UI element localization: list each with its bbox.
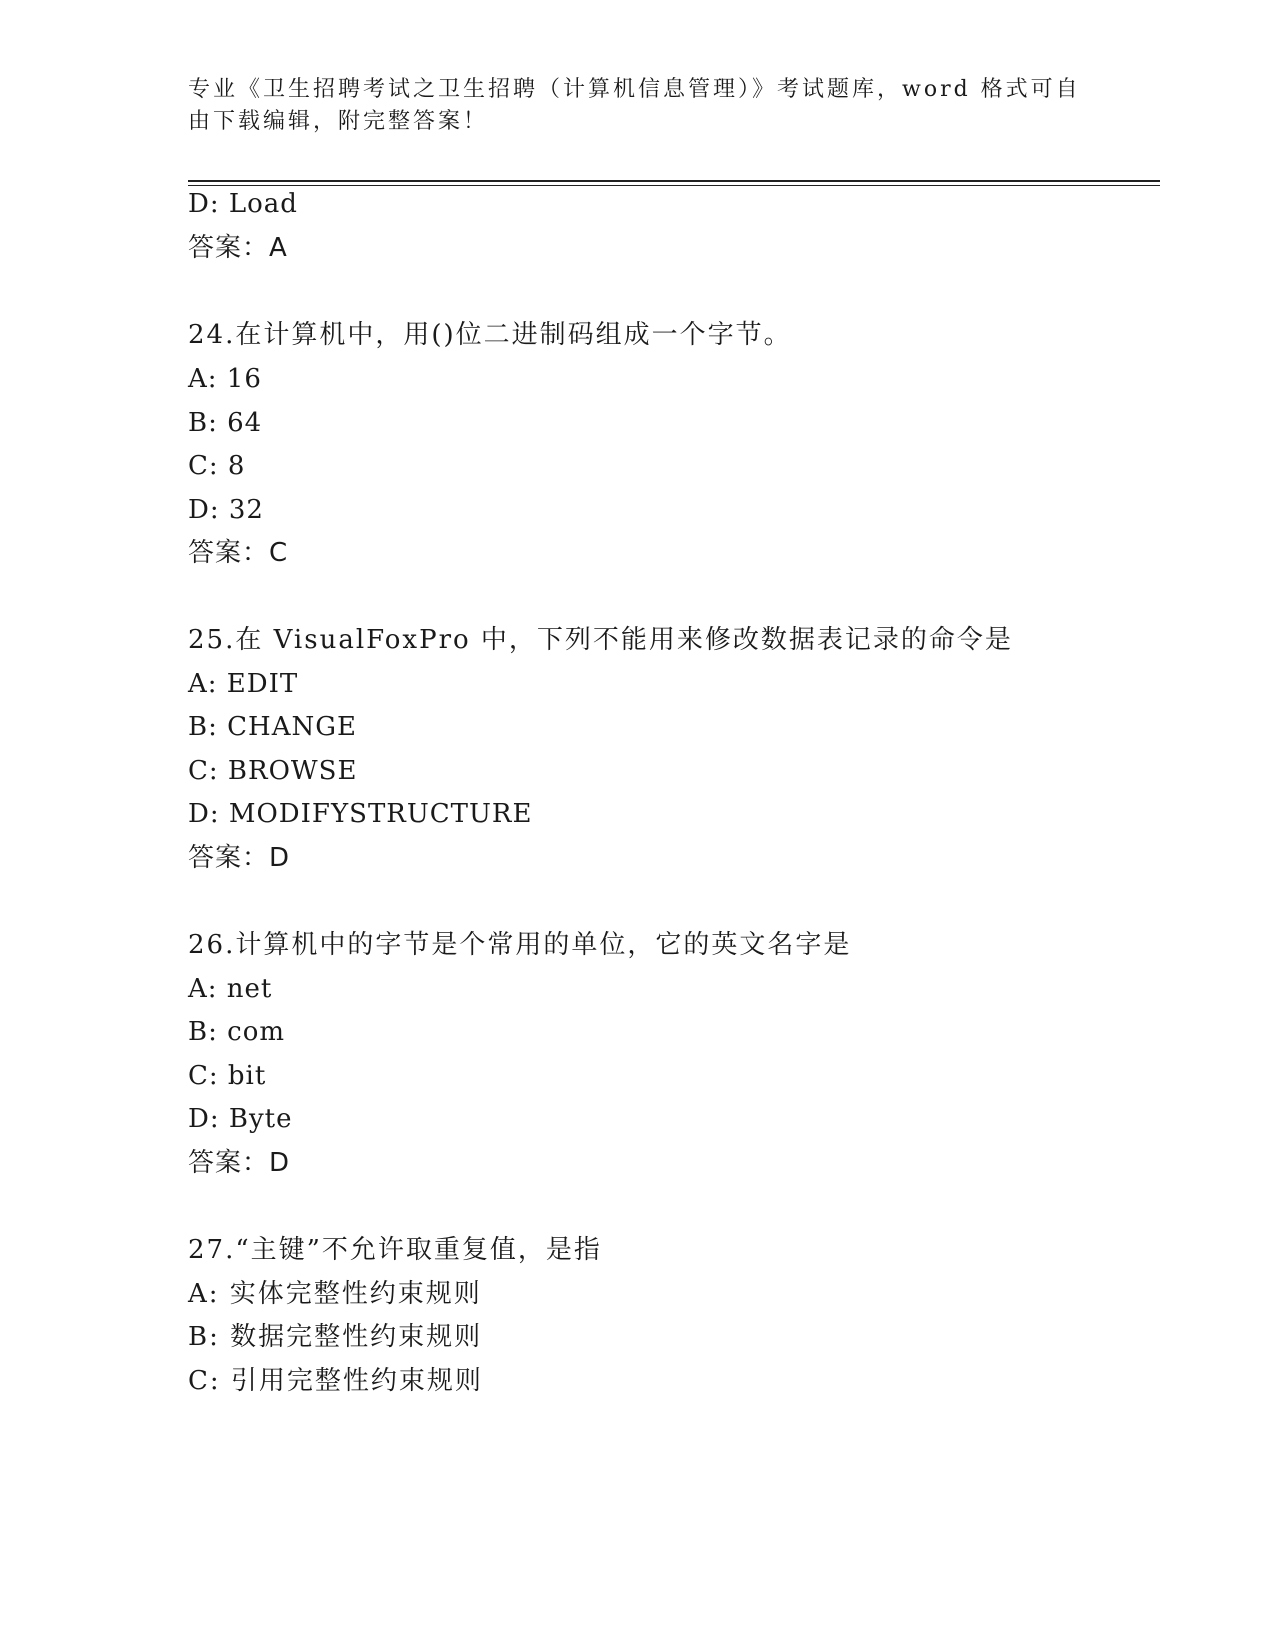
q26-option-b: B: com xyxy=(188,1017,285,1047)
q24-option-d: D: 32 xyxy=(188,495,264,525)
q25-option-b: B: CHANGE xyxy=(188,712,357,742)
q24-question: 24.在计算机中，用()位二进制码组成一个字节。 xyxy=(188,320,792,350)
header-line-1: 专业《卫生招聘考试之卫生招聘（计算机信息管理）》考试题库，word 格式可自 xyxy=(188,77,1081,102)
q26-option-a: A: net xyxy=(188,974,273,1004)
q24-answer: 答案：C xyxy=(188,538,289,568)
q26-option-c: C: bit xyxy=(188,1061,267,1091)
prev-option-d: D: Load xyxy=(188,189,298,219)
q27-option-c: C: 引用完整性约束规则 xyxy=(188,1366,483,1396)
q25-question: 25.在 VisualFoxPro 中，下列不能用来修改数据表记录的命令是 xyxy=(188,625,1013,655)
q25-option-c: C: BROWSE xyxy=(188,756,358,786)
prev-answer: 答案：A xyxy=(188,233,288,263)
q26-answer: 答案：D xyxy=(188,1148,291,1178)
q25-answer: 答案：D xyxy=(188,843,291,873)
q27-option-a: A: 实体完整性约束规则 xyxy=(188,1279,482,1309)
q24-option-a: A: 16 xyxy=(188,364,262,394)
q25-option-d: D: MODIFYSTRUCTURE xyxy=(188,799,533,829)
header-line-2: 由下载编辑，附完整答案！ xyxy=(188,109,489,134)
q24-option-c: C: 8 xyxy=(188,451,246,481)
document-header xyxy=(188,74,1088,138)
q27-question: 27.“主键”不允许取重复值，是指 xyxy=(188,1235,602,1265)
q25-option-a: A: EDIT xyxy=(188,669,299,699)
q26-option-d: D: Byte xyxy=(188,1104,293,1134)
header-divider-thin xyxy=(188,185,1160,186)
header-divider-thick xyxy=(188,180,1160,182)
q24-option-b: B: 64 xyxy=(188,408,263,438)
q26-question: 26.计算机中的字节是个常用的单位，它的英文名字是 xyxy=(188,930,852,960)
q27-option-b: B: 数据完整性约束规则 xyxy=(188,1322,483,1352)
